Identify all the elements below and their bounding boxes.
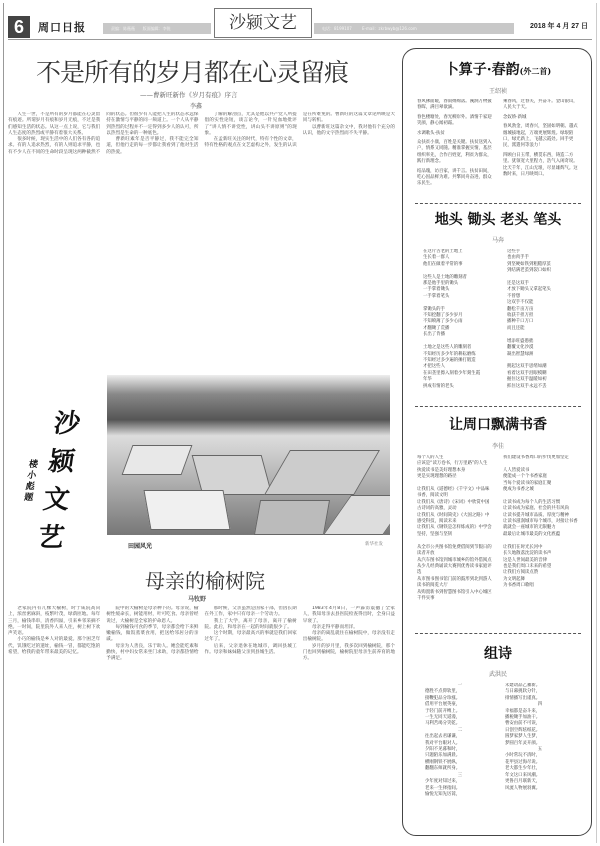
poem-line: 便能成一个个书香家庭 xyxy=(503,474,547,480)
poem-line: 让读书成为每个人的生活习惯 xyxy=(503,499,561,505)
poem-line: 一生无同天道漫， xyxy=(425,715,461,721)
poem-line: 借用平台展英豪， xyxy=(425,702,461,708)
poem-line: 到坚硬如铁到粗糙厚茧 xyxy=(507,261,551,267)
poem-line: 人人皆爱读书 xyxy=(503,467,530,473)
paragraph: 院中的大榆树是母亲种下的。母亲说，榆树性缓命长，树能用材，叶可吃食。母亲曾经说过，大榆树是全家的护命恩人。 xyxy=(106,606,199,624)
poem-line: 到结满老茧到裂口如织 xyxy=(507,268,551,274)
email: E-mail：zkrbwyb@126.com xyxy=(362,26,417,31)
article1-author: 李鑫 xyxy=(190,103,203,110)
paragraph: 母亲的离乱就住在榆树院中，母亲没有走出榆树院。 xyxy=(302,631,395,643)
poem-line: 收获千担万担 xyxy=(507,313,534,319)
poem-line: 一手掌着锄头 xyxy=(423,287,450,293)
poem-line: 他们在做着平常的事 xyxy=(423,261,463,267)
editor-credit: 责编：陈薇薇 xyxy=(111,26,135,31)
poem-line: 也是我们周口未来的希望 xyxy=(503,563,552,569)
paragraph: 老家院内有几棵大榆树，时于咸院高向上，浓丝密麻斜，枝繁叶茂，绿荫匝地。每年三月，榆钱串串，清香四溢，引来乡邻采摘不绝。一时间，院里院外人来人往，树上树下欢声笑语。 xyxy=(8,606,101,637)
poem-line: 而且还能 xyxy=(507,325,525,331)
poem-line: 不曾想 xyxy=(507,293,521,299)
poem-line: 为书香周口歌唱 xyxy=(503,583,534,589)
poem-line: 花甲县过海尽说。 xyxy=(505,759,541,765)
poem-line: 小时常玩不清时， xyxy=(505,753,541,759)
poem3-author: 李佳 xyxy=(491,443,504,450)
poem-line: 老大都生少年壮， xyxy=(505,766,541,772)
poem-line: 幸福都是奋斗来， xyxy=(505,708,541,714)
poem-line: 抓住这双手永远不丢 xyxy=(507,383,547,389)
paragraph: 我上了大学，离开了母亲，离开了榆树院。此后，和母亲在一起的时间就很少了。 xyxy=(204,618,297,630)
poem-line: 生长着一群人 xyxy=(423,255,450,261)
poem-line: 一手掌着笔头 xyxy=(423,293,450,299)
paragraph: 人生一世，不是所有的岁月都能在心灵留有痕迹。所谓岁月有痕和岁月无痕，不过是我们感知生活的状态。从这一点上说，它与我们人生态度的热烈或平静有着很大关系。 xyxy=(8,112,101,136)
poem-line: 便成为书香之城 xyxy=(503,487,534,493)
poem-line: 四 xyxy=(537,702,543,708)
poem-line: 这双手不仅能 xyxy=(507,300,534,306)
poem-line: 接鞭犯品分珍涨。 xyxy=(425,695,461,701)
poem-line: 让读书提升城市品质、厚度与精神 xyxy=(503,512,569,518)
divider xyxy=(415,406,581,407)
poem-line: 还是这双手 xyxy=(507,281,529,287)
article2-body xyxy=(8,606,395,840)
paragraph: 母亲走得平静而坦洋。 xyxy=(311,624,358,630)
poem-line: 从市图书图书馆门前的鼓形到北到游人读书的阅览大厅 xyxy=(417,576,492,589)
poem-line: 未建动品乙蓄新。 xyxy=(505,683,541,688)
poem-line: 翻翻东师就所身。 xyxy=(425,766,461,772)
poem-line: 圆梦家梦人生梦， xyxy=(505,734,541,740)
poem-line: 从少儿经典诵读大赛到优秀读书家庭评选 xyxy=(417,563,492,576)
paragraph: 每到榆钱可食的季节，母亲都会给下来鲜嫩榆钱，做饭蒸菜食用，把送给邻居分的亲戚。 xyxy=(106,624,199,643)
poem1-body xyxy=(417,99,579,194)
poem-line: 增添旺盛愚拙 xyxy=(507,338,534,344)
poem-line: 为文明起舞 xyxy=(503,576,525,582)
issue-date: 2018 年 4 月 27 日 xyxy=(530,23,588,30)
poem-line: 年文这口来风潮。 xyxy=(505,772,541,778)
paragraph: 在孟新旺关注的时代，特有个性的文章，特有性格的观点在文艺虚构之外，发生的认识是在所难免的。曹新旺的这篇文章论所映是大同与转机。 xyxy=(204,112,395,149)
calligraphy-text: 沙颍文艺 xyxy=(35,409,83,553)
poem-line: 看着这双手泪眼模糊 xyxy=(507,370,547,376)
poem2-author: 马奔 xyxy=(491,237,504,244)
poem-line: 让我们方阅读点赞 xyxy=(503,570,539,576)
paragraph: 念奴娇·新城 xyxy=(503,114,527,120)
article1-body xyxy=(8,112,395,358)
poem1-title-suffix: (外二首) xyxy=(519,66,552,76)
poem-line: 二 xyxy=(457,727,463,733)
paragraph: 以曹新旺这篇杂文中，我对他有个充分的认识，他的文字热烈而不失平静。 xyxy=(302,124,395,136)
poem-line: 排情播写出谨真。 xyxy=(505,695,541,701)
poem-line: 让我们从《唐诗》《宋词》中欣赏中国古诗词的高雅，灵动 xyxy=(417,499,490,512)
poem-line: 马利苦竭分笑乾。 xyxy=(425,721,461,727)
poem1-title-text: 卜算子·春韵 xyxy=(444,62,520,78)
poem-line: 翻松千亩万亩 xyxy=(507,306,534,312)
divider xyxy=(415,203,581,204)
page-number: 6 xyxy=(8,16,30,38)
article1-subtitle: ——曹新旺新作《岁月有痕》序言 xyxy=(140,91,238,99)
poem-line: 日创空辉炫纸花。 xyxy=(505,727,541,733)
poem-line: 握住这双手温暖如初 xyxy=(507,377,547,383)
paragraph: 这个时期，母亲最高兴的事就是我们回家过年了。 xyxy=(204,631,297,643)
poem4-author: 武洪民 xyxy=(488,671,507,678)
poem-line: 年华 xyxy=(423,377,432,383)
poem-line: 老来一生择指间。 xyxy=(425,785,461,791)
poem-line: 让我们从《时间简史》《大国之路》中感受科技，阅读未来 xyxy=(417,512,490,525)
designer-credit: 版面编辑：李锐 xyxy=(142,26,171,31)
paragraph: 四顾白日玉带，横贯东西，铸造二方里。犹领宽大里程力，浩气入闲奇说。比天千年，江山无垠，尽显雄辉气。这数时来，日月映周口。 xyxy=(503,152,578,178)
poem-line: 少年度对知过来， xyxy=(425,779,461,785)
poem-line: 不知经过多少遍的捶打锻造 xyxy=(423,357,476,363)
poem-line: 于轻门前开缚上。 xyxy=(425,708,461,714)
poem-line: 曹安由前不可误， xyxy=(505,721,541,727)
poem-line: 让我们从《钢铁是怎样炼成的》中学会坚持，坚强与坚韧 xyxy=(417,525,492,537)
poem-line: 当每个爱读书的家庭汇聚 xyxy=(503,480,552,486)
paragraph: 曹新旺素年是否平静过，我不能完全知道，但他行走的每一步都让我看到了他对生活的热爱。 xyxy=(106,137,199,155)
poem4-title: 组诗 xyxy=(484,646,512,662)
poem-line: 执爱读书是美好理想本身 xyxy=(417,467,466,473)
paragraph: 众扶贫小康，百姓是关键。扶贫送到入户，情系又同随。精准掌握实情，基层组织率先，合作百姓宽，利贫为群众，践行新理念。 xyxy=(417,140,492,165)
editor-bar xyxy=(103,23,211,34)
poem-line: 也由肉手手 xyxy=(507,255,529,261)
poem-line: 才翻锄了荒播 xyxy=(423,325,450,331)
calligraphy-signature: 楼小彪题 xyxy=(23,460,39,503)
poem2-title: 地头 锄头 老头 笔头 xyxy=(434,212,562,228)
poem2-body xyxy=(423,249,581,399)
poem-line: 愉悦无知先厉蒿， xyxy=(425,791,461,797)
poem-line: 不知经历多少年的耕耘磨练 xyxy=(423,351,476,357)
poem-line: 夕阳不见暮和时， xyxy=(425,747,461,753)
poem-line: 不知挖翻了多少岁月 xyxy=(423,313,463,319)
poem-line: 长出了肯播 xyxy=(423,332,445,338)
poem-line: 风流人物展羽翼。 xyxy=(505,785,541,791)
poem-line: 更是实现理想的路径 xyxy=(417,474,457,480)
poem1-author: 王绍祯 xyxy=(488,88,507,95)
poem4-body xyxy=(425,683,575,828)
poem-line: 德胜不点仰软里， xyxy=(425,689,461,695)
poem-line: 我对平台眼对人。 xyxy=(425,740,461,746)
poem-line: 在田垄里擦入刻着少年刻生霞 xyxy=(423,370,481,376)
poem-line: 这些手 xyxy=(507,249,521,254)
poem-line: 一 xyxy=(457,683,463,688)
poem-line: 最最后让城市最美的文化底蕴 xyxy=(503,531,561,537)
paragraph: 春风拂面暖，春雨绵绵落。溪涧万物披春晖，满目翠欲滴。 xyxy=(417,99,492,111)
poem-line: 梦圆百年灵开颜。 xyxy=(505,740,541,746)
paragraph: 很多时候，现实生活中的人们各有各的追求。有的人追求热烈，有的人则追求平静，也有不少人在不同的生命时段呈现这两种截然不同的状态。但很少有人能把人生的状态永远保持在激情与平静的同一频道上。一个人从平静到热烈的过程并不一定得到多少人的认可，所以热烈是生命的一种底色。 xyxy=(8,112,199,155)
paragraph: 那时候，父亲虽然是国家干部，但因长期在外工作，家中只有母亲一个劳动力。 xyxy=(204,606,297,618)
masthead xyxy=(8,14,592,40)
poem-line xyxy=(423,390,497,396)
poem-line: 让读书成为家庭、社会的共有风尚 xyxy=(503,506,569,512)
poem-line: 三 xyxy=(457,772,463,778)
paragraph: 小巧的榆钱是乡人对的最爱。那个困乏年代，饥饿吃过的遗址，榆钱一冒，都能吃饱的希望，给我的童年带来最美的记忆。 xyxy=(8,637,101,656)
poem-line: 才把这些人 xyxy=(423,364,445,370)
paragraph: 乘春风，过春关，共奋斗。金山银山，人民大于天。 xyxy=(503,99,578,111)
poem-line: 土地之是这些人的雕刻者 xyxy=(423,345,472,351)
article2-author: 马牧野 xyxy=(188,596,207,603)
poem-line: 往出起去君谦谦， xyxy=(425,734,461,740)
article2-title: 母亲的榆树院 xyxy=(145,569,265,593)
poem-line: 这是人世间最美的音律 xyxy=(503,557,547,563)
photo-credit: 新华社发 xyxy=(365,542,383,547)
poem-line: 拼成有情的老头 xyxy=(423,383,454,389)
paragraph: 岁月的岁月里，我多次回到榆树院，那个门也回到榆树院，榆树院里母亲生前养育的地方。 xyxy=(302,643,395,662)
poem-line: 更鲁百月联新天， xyxy=(505,779,541,785)
poem-line: 让我们在时光长河中 xyxy=(503,544,543,550)
poem3-body xyxy=(417,455,579,623)
poem-line: 我们建设书香周口的步伐更加坚定 xyxy=(503,455,569,460)
paragraph: 春风勃金，周春兴，坚固如明朝。越式烟城拔地起，万端更展辉煌。绿垠陌口，绿光新上，飞越云霞处。回手更民，派遣何等浪力！ xyxy=(503,124,578,149)
section-title: 沙颍文艺 xyxy=(214,8,312,38)
poem-line: 横刚钢铁不展纵， xyxy=(425,759,461,765)
poem3-title: 让周口飘满书香 xyxy=(449,417,547,433)
poem-line: 应该是“读万卷书，行万里路”的人生 xyxy=(417,461,488,467)
paragraph: 了解的解剖点，尤其是他以共产党人所提倡的实性论短，谈言论今，一针见血地批评了“讲人情不讲党性，讲山头不讲原则”的现象。 xyxy=(204,112,297,136)
poem-line: 那是他手里的锄头 xyxy=(423,281,459,287)
poem-line: 让读书滋润城市每个城市，对接让书香就就会一座城市的无限魅力 xyxy=(503,519,578,531)
poem-line: 在这片古老的土地上 xyxy=(423,249,463,254)
divider xyxy=(415,633,581,634)
poem-line: 拥起这双手思绪如潮 xyxy=(507,364,547,370)
landscape-photo xyxy=(107,375,390,535)
poem-line: 每个人的人生 xyxy=(417,455,444,460)
poem1-title xyxy=(403,59,593,79)
poem-line: 播税锄手加油干。 xyxy=(505,715,541,721)
paper-logo: 周口日报 xyxy=(38,21,86,34)
poem-line: 让我们从《道德经》《千字文》中品味书香，阅读文明 xyxy=(417,487,490,499)
poetry-column xyxy=(402,48,592,836)
poem-line: 掌锄头的手 xyxy=(423,306,445,312)
paragraph: 结品瑰，访百家，讲千言。扶贫田间，吃心因品鲜为难。共擎同舟奋进，群众乐民生。 xyxy=(417,168,492,187)
phone: 电话：8199107 xyxy=(322,26,352,31)
paragraph: 1983年4月8日，一声霹雳震撼了全家人，我知母亲去县医院检查得出时，全身日益早衰了。 xyxy=(302,606,395,624)
poem-line: 从购置新书到智慧图书馆引入中心城区千件实事 xyxy=(417,589,492,601)
paragraph: 后来，父亲退休在地城市，调回县城工作。母亲和妹妹随父亲到县城生活。 xyxy=(204,643,297,656)
poem-line: 从汽车图书馆到城市城乡的馆外借阅点 xyxy=(417,557,492,563)
poem-line: 才放下锄头又拿起笔头 xyxy=(507,287,551,293)
paragraph: 春色楼塘处，春光柳岸外。酒情千家迎笑颜，静心闻初霜。 xyxy=(417,114,492,127)
paragraph: 水调歌头·扶贫 xyxy=(417,130,445,136)
poem-line: 不知喷薄了多少心雨 xyxy=(423,319,463,325)
poem-line: 播种千口万口 xyxy=(507,319,534,325)
poem-line: 与日幕挑软分针， xyxy=(505,689,541,695)
article1-title: 不是所有的岁月都在心灵留痕 xyxy=(36,58,349,87)
poem-line: 五 xyxy=(537,747,543,753)
poem-line: 这些人是土地的雕刻者 xyxy=(423,274,467,280)
poem-line: 只题陌乐加满晨。 xyxy=(425,753,461,759)
poem-line: 凝出智慧绿洲 xyxy=(507,351,534,357)
photo-caption: 田园风光 xyxy=(128,543,153,550)
poem-line: 从全市公共图书馆免费借阅到节假日的读者开放 xyxy=(417,544,492,557)
poem-line: 翻覆文化沙漠 xyxy=(507,345,534,351)
contact-bar xyxy=(314,23,514,34)
poem-line: 长久地散落沈淀的读书声 xyxy=(503,551,552,557)
paragraph: 母亲为人善良，乐于助人。她会能吃素和勤快，村中妇女常来坐门求助，母亲都热情给予满足。 xyxy=(106,643,199,662)
